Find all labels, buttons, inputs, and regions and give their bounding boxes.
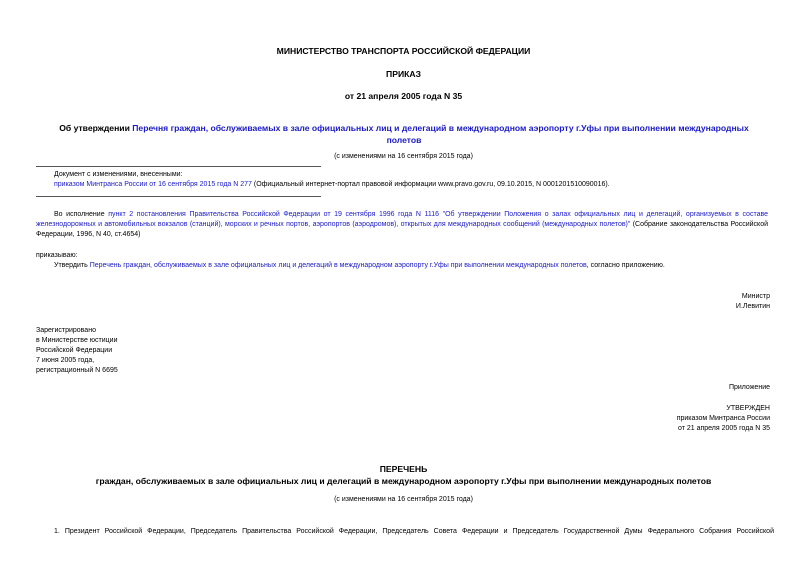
approved-line: от 21 апреля 2005 года N 35 <box>677 425 770 432</box>
changes-bottom-divider <box>36 196 321 197</box>
preamble-link[interactable]: пункт 2 постановления Правительства Российской Федерации от 19 сентября 1996 года N 1116 "Об утверждении Положения о залах официальных лиц и делегаций, организуемых в составе железнодорожных и автомобильных вокзалов (станций), морских и речных портов, аэропортов (аэродромов), открытых для международных сообщений (международных полетов)" <box>36 211 768 228</box>
preamble-suffix: (Собрание законодательства Российской Федерации, 1996, N 40, ст.4654) <box>36 221 769 238</box>
appendix-label: Приложение <box>728 384 770 391</box>
list-revision-note: (с изменениями на 16 сентября 2015 года) <box>334 496 473 503</box>
registration-line: в Министерстве юстиции <box>36 337 118 344</box>
preamble-paragraph <box>36 210 768 240</box>
approve-prefix: Утвердить <box>54 262 90 269</box>
approved-line: УТВЕРЖДЕН <box>726 405 770 412</box>
registration-line: Российской Федерации <box>36 347 113 354</box>
approved-block <box>500 404 770 434</box>
registration-line: регистрационный N 6695 <box>36 367 118 374</box>
signature-position: Министр <box>741 293 770 300</box>
changes-top-divider <box>36 166 321 167</box>
list-subtitle: граждан, обслуживаемых в зале официальных лиц и делегаций в международном аэропорту г.Уфы при выполнении международных полетов <box>95 476 712 486</box>
title-prefix: Об утверждении <box>59 123 133 133</box>
list-title: ПЕРЕЧЕНЬ <box>379 464 428 474</box>
list-item-1: 1. Президент Российской Федерации, Председатель Правительства Российской Федерации, Председатель Совета Федерации и Председатель Государственной Думы Федерального Собрания Российской <box>54 528 774 535</box>
changes-suffix: (Официальный интернет-портал правовой информации www.pravo.gov.ru, 09.10.2015, N 0001201510090016). <box>251 181 610 188</box>
registration-line: Зарегистрировано <box>36 327 96 334</box>
revision-note: (с изменениями на 16 сентября 2015 года) <box>334 153 473 160</box>
ministry-heading: МИНИСТЕРСТВО ТРАНСПОРТА РОССИЙСКОЙ ФЕДЕРАЦИИ <box>276 46 531 56</box>
changes-entry <box>54 180 774 190</box>
signature-name: И.Левитин <box>735 303 770 310</box>
doc-date-heading: от 21 апреля 2005 года N 35 <box>344 91 463 101</box>
approved-line: приказом Минтранса России <box>676 415 770 422</box>
changes-link[interactable]: приказом Минтранса России от 16 сентября 2015 года N 277 <box>54 181 252 188</box>
approve-suffix: , согласно приложению. <box>586 262 665 269</box>
doc-type-heading: ПРИКАЗ <box>386 69 421 79</box>
approve-link[interactable]: Перечень граждан, обслуживаемых в зале официальных лиц и делегаций в международном аэропорту г.Уфы при выполнении международных полетов <box>89 262 587 269</box>
order-word: приказываю: <box>36 252 78 259</box>
approve-paragraph <box>54 261 774 271</box>
changes-heading: Документ с изменениями, внесенными: <box>54 171 183 178</box>
registration-block <box>36 326 236 376</box>
preamble-prefix: Во исполнение <box>54 211 109 218</box>
registration-line: 7 июня 2005 года, <box>36 357 95 364</box>
document-title <box>48 122 760 146</box>
title-link[interactable]: Перечня граждан, обслуживаемых в зале официальных лиц и делегаций в международном аэропорту г.Уфы при выполнении международных полетов <box>132 123 749 145</box>
